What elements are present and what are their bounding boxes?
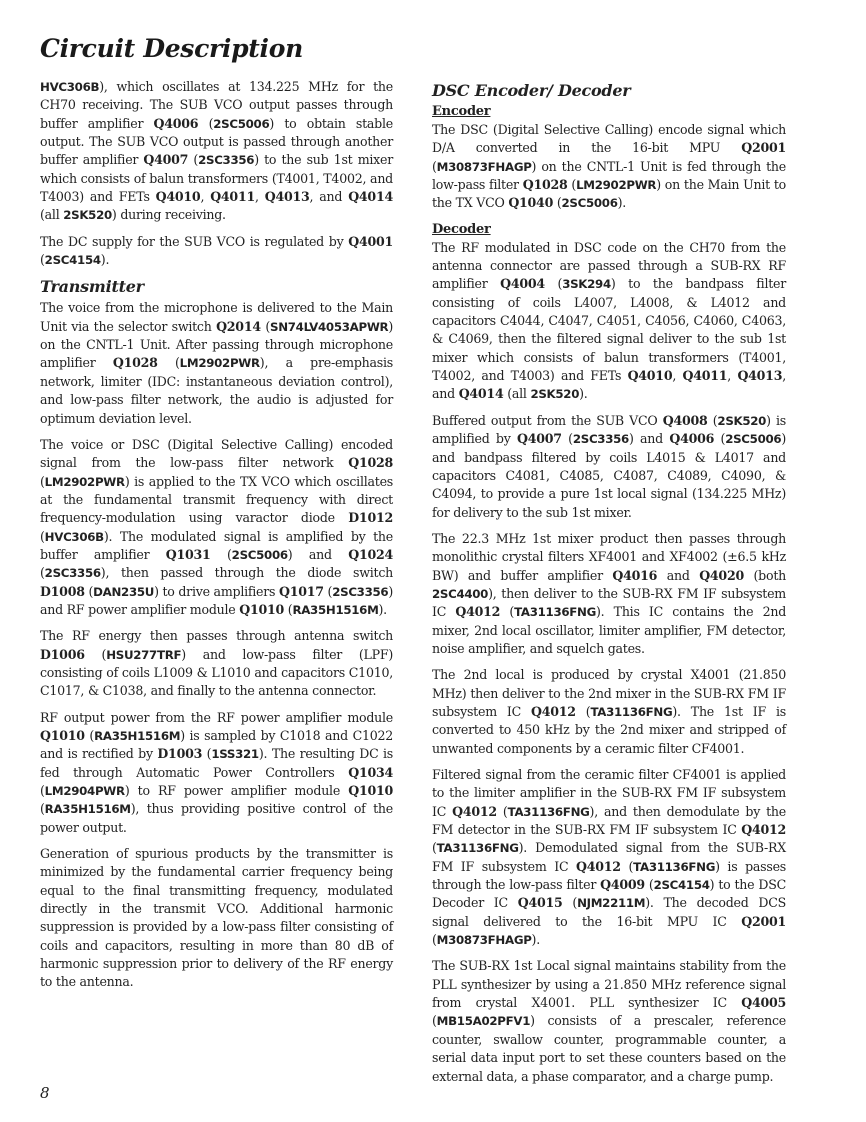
component-ref: Q4011 — [210, 189, 255, 205]
component-ref: Q4008 — [662, 412, 708, 428]
component-ref: D1008 — [40, 583, 85, 599]
component-ref: Q1028 — [348, 455, 393, 471]
part-number: MB15A02PFV1 — [436, 1014, 531, 1029]
part-number: RA35H1516M — [292, 602, 379, 617]
paragraph-power-control: RF output power from the RF power amplifier module Q1010 (RA35H1516M) is sampled by C1018 and C1022 and is rectified by D1003 (1SS321). The resulting DC is fed through Automatic Power Controllers Q1034 (LM2904PWR) to RF power amplifier module Q1010 (RA35H1516M), thus providing positive control of the power output. — [40, 709, 394, 835]
component-ref: Q1010 — [348, 783, 393, 799]
component-ref: Q4016 — [612, 567, 658, 583]
section-heading-dsc: DSC Encoder/ Decoder — [432, 81, 631, 100]
component-ref: Q4006 — [153, 115, 199, 131]
part-number: M30873FHAGP — [436, 933, 532, 948]
paragraph-microphone-path: The voice from the microphone is delivered to the Main Unit via the selector switch Q2014 (SN74LV4053APWR) on the CNTL-1 Unit. After passing through microphone amplifier Q1028 (LM2902PWR), a pre-emphasis network, limiter (IDC: instantaneous deviation control), and low-pass filter network, the audio is adjusted for optimum deviation level. — [40, 300, 394, 426]
part-number: RA35H1516M — [94, 729, 181, 743]
paragraph-pll-synthesizer: The SUB-RX 1st Local signal maintains stability from the PLL synthesizer by using a 21.850 MHz reference signal from crystal X4001. PLL synthesizer IC Q4005 (MB15A02PFV1) consists of a prescaler, reference counter, swallow counter, programmable counter, a serial data input port to set these counters based on the external data, a phase comparator, and a charge pump. — [432, 958, 786, 1084]
page-title: Circuit Description — [40, 34, 303, 63]
part-number: TA31136FNG — [633, 859, 716, 874]
paragraph-ceramic-filter: Filtered signal from the ceramic filter CF4001 is applied to the limiter amplifier in the SUB-RX FM IF subsystem IC Q4012 (TA31136FNG), and then demodulate by the FM detector in the SUB-RX FM IF subsystem IC Q4012 (TA31136FNG). Demodulated signal from the SUB-RX FM IF subsystem IC Q4012 (TA31136FNG) is passes through the low-pass filter Q4009 (2SC4154) to the DSC Decoder IC Q4015 (NJM2211M). The decoded DCS signal delivered to the 16-bit MPU IC Q2001 (M30873FHAGP). — [432, 767, 786, 948]
part-number: HVC306B — [44, 529, 104, 544]
part-number: 2SK520 — [63, 208, 112, 223]
paragraph-antenna-switch: The RF energy then passes through antenna switch D1006 (HSU277TRF) and low-pass filter (LPF) consisting of coils L1009 & L1010 and capacitors C1010, C1017, & C1038, and finally to the antenna connector. — [40, 628, 394, 699]
part-number: NJM2211M — [577, 896, 646, 911]
component-ref: Q4001 — [348, 233, 393, 249]
component-ref: Q2001 — [741, 913, 786, 929]
component-ref: Q4011 — [682, 368, 728, 384]
component-ref: Q1028 — [522, 177, 568, 193]
component-ref: Q4013 — [737, 368, 783, 384]
component-ref: Q4010 — [627, 368, 673, 384]
part-number: 3SK294 — [562, 277, 611, 292]
component-ref: Q4014 — [348, 189, 393, 205]
paragraph-dsc-encode: The DSC (Digital Selective Calling) encode signal which D/A converted in the 16-bit MPU Q2001 (M30873FHAGP) on the CNTL-1 Unit is fed through the low-pass filter Q1028 (LM2902PWR) on the Main Unit to the TX VCO Q1040 (2SC5006). — [432, 122, 786, 211]
part-number: TA31136FNG — [507, 804, 590, 819]
component-ref: D1012 — [348, 510, 393, 526]
component-ref: Q4007 — [517, 431, 562, 447]
part-number: 2SC3356 — [198, 153, 255, 168]
part-number: 2SC5006 — [213, 116, 270, 131]
part-number: TA31136FNG — [590, 704, 673, 719]
part-number: LM2902PWR — [179, 356, 260, 371]
paragraph-2nd-local: The 2nd local is produced by crystal X4001 (21.850 MHz) then deliver to the 2nd mixer in the SUB-RX FM IF subsystem IC Q4012 (TA31136FNG). The 1st IF is converted to 450 kHz by the 2nd mixer and stripped of unwanted components by a ceramic filter CF4001. — [432, 667, 786, 756]
part-number: 2SC4154 — [44, 253, 101, 268]
section-heading-transmitter: Transmitter — [40, 277, 144, 297]
component-ref: Q4020 — [699, 567, 744, 583]
component-ref: Q4006 — [669, 431, 715, 447]
component-ref: Q1040 — [508, 195, 554, 211]
part-number: 2SC4400 — [432, 586, 489, 601]
part-number: 2SC5006 — [561, 196, 618, 211]
part-number: HVC306B — [40, 80, 100, 94]
component-ref: Q4009 — [600, 877, 645, 893]
component-ref: Q4004 — [500, 276, 545, 292]
right-column — [432, 81, 786, 1094]
component-ref: Q2001 — [741, 140, 786, 156]
component-ref: Q1031 — [165, 546, 211, 562]
paragraph-sub-vco-local: Buffered output from the SUB VCO Q4008 (2SK520) is amplified by Q4007 (2SC3356) and Q4006 (2SC5006) and bandpass filtered by coils L4015 & L4017 and capacitors C4081, C4085, C4087, C4089, C4090, & C4094, to provide a pure 1st local signal (134.225 MHz) for delivery to the sub 1st mixer. — [432, 412, 786, 520]
component-ref: Q1010 — [239, 601, 285, 617]
part-number: LM2902PWR — [44, 474, 125, 489]
component-ref: Q1010 — [40, 728, 85, 743]
part-number: 2SC4154 — [653, 878, 710, 893]
part-number: TA31136FNG — [514, 605, 596, 620]
part-number: 2SK520 — [530, 387, 580, 402]
part-number: 1SS321 — [211, 747, 259, 762]
part-number: M30873FHAGP — [436, 159, 532, 174]
part-number: 2SC3356 — [44, 566, 101, 581]
part-number: SN74LV4053APWR — [270, 319, 389, 334]
part-number: 2SK520 — [717, 413, 767, 428]
subheading-encoder: Encoder — [432, 104, 491, 119]
component-ref: Q4012 — [741, 822, 786, 838]
part-number: RA35H1516M — [44, 802, 131, 817]
component-ref: Q4014 — [458, 386, 504, 402]
component-ref: Q4007 — [143, 152, 189, 168]
part-number: TA31136FNG — [436, 841, 519, 856]
component-ref: Q2014 — [216, 318, 261, 334]
paragraph-1st-mixer: The 22.3 MHz 1st mixer product then passes through monolithic crystal filters XF4001 and XF4002 (±6.5 kHz BW) and buffer amplifier Q4016 and Q4020 (both 2SC4400), then deliver to the SUB-RX FM IF subsystem IC Q4012 (TA31136FNG). This IC contains the 2nd mixer, 2nd local oscillator, limiter amplifier, FM detector, noise amplifier, and squelch gates. — [432, 530, 787, 656]
part-number: HSU277TRF — [106, 647, 182, 662]
component-ref: Q1034 — [348, 764, 393, 780]
part-number: LM2902PWR — [576, 178, 657, 193]
component-ref: Q4015 — [517, 895, 563, 911]
part-number: 2SC3356 — [332, 584, 389, 599]
component-ref: D1006 — [40, 646, 85, 662]
paragraph-dsc-rf-path: The RF modulated in DSC code on the CH70 from the antenna connector are passed through a SUB-RX RF amplifier Q4004 (3SK294) to the bandpass filter consisting of coils L4007, L4008, & L4012 and capacitors C4044, C4047, C4051, C4056, C4060, C4063, & C4069, then the filtered signal deliver to the sub 1st mixer which consists of balun transformers (T4001, T4002, and T4003) and FETs Q4010, Q4011, Q4013, and Q4014 (all 2SK520). — [432, 239, 787, 402]
component-ref: Q4010 — [155, 189, 201, 205]
part-number: LM2904PWR — [44, 784, 125, 799]
left-column — [40, 78, 393, 1000]
part-number: 2SC5006 — [725, 432, 782, 447]
part-number: 2SC5006 — [231, 547, 288, 562]
component-ref: Q4012 — [455, 604, 501, 620]
part-number: DAN235U — [93, 584, 155, 599]
component-ref: Q4012 — [452, 803, 497, 819]
subheading-decoder: Decoder — [432, 221, 491, 237]
component-ref: Q1024 — [348, 546, 393, 562]
component-ref: Q1028 — [112, 355, 158, 371]
paragraph-sub-vco-buffer: HVC306B), which oscillates at 134.225 MHz for the CH70 receiving. The SUB VCO output passes through buffer amplifier Q4006 (2SC5006) to obtain stable output. The SUB VCO output is passed through another buffer amplifier Q4007 (2SC3356) to the sub 1st mixer which consists of balun transformers (T4001, T4002, and T4003) and FETs Q4010, Q4011, Q4013, and Q4014 (all 2SK520) during receiving. — [40, 79, 393, 223]
paragraph-tx-vco: The voice or DSC (Digital Selective Calling) encoded signal from the low-pass filter network Q1028 (LM2902PWR) is applied to the TX VCO which oscillates at the fundamental transmit frequency with direct frequency-modulation using varactor diode D1012 (HVC306B). The modulated signal is amplified by the buffer amplifier Q1031 (2SC5006) and Q1024 (2SC3356), then passed through the diode switch D1008 (DAN235U) to drive amplifiers Q1017 (2SC3356) and RF power amplifier module Q1010 (RA35H1516M). — [40, 436, 393, 617]
component-ref: D1003 — [157, 746, 203, 762]
component-ref: Q4012 — [576, 858, 621, 874]
component-ref: Q1017 — [279, 583, 324, 599]
component-ref: Q4012 — [531, 703, 576, 719]
paragraph-spurious-suppression: Generation of spurious products by the transmitter is minimized by the fundamental carrier frequency being equal to the final transmitting frequency, modulated directly in the transmit VCO. Additional harmonic suppression is provided by a low-pass filter consisting of coils and capacitors, resulting in more than 80 dB of harmonic suppression prior to delivery of the RF energy to the antenna. — [40, 846, 393, 990]
component-ref: Q4005 — [741, 995, 786, 1011]
paragraph-sub-vco-supply: The DC supply for the SUB VCO is regulated by Q4001 (2SC4154). — [40, 233, 393, 268]
part-number: 2SC3356 — [572, 432, 629, 447]
component-ref: Q4013 — [264, 189, 310, 205]
page-number: 8 — [40, 1084, 50, 1102]
